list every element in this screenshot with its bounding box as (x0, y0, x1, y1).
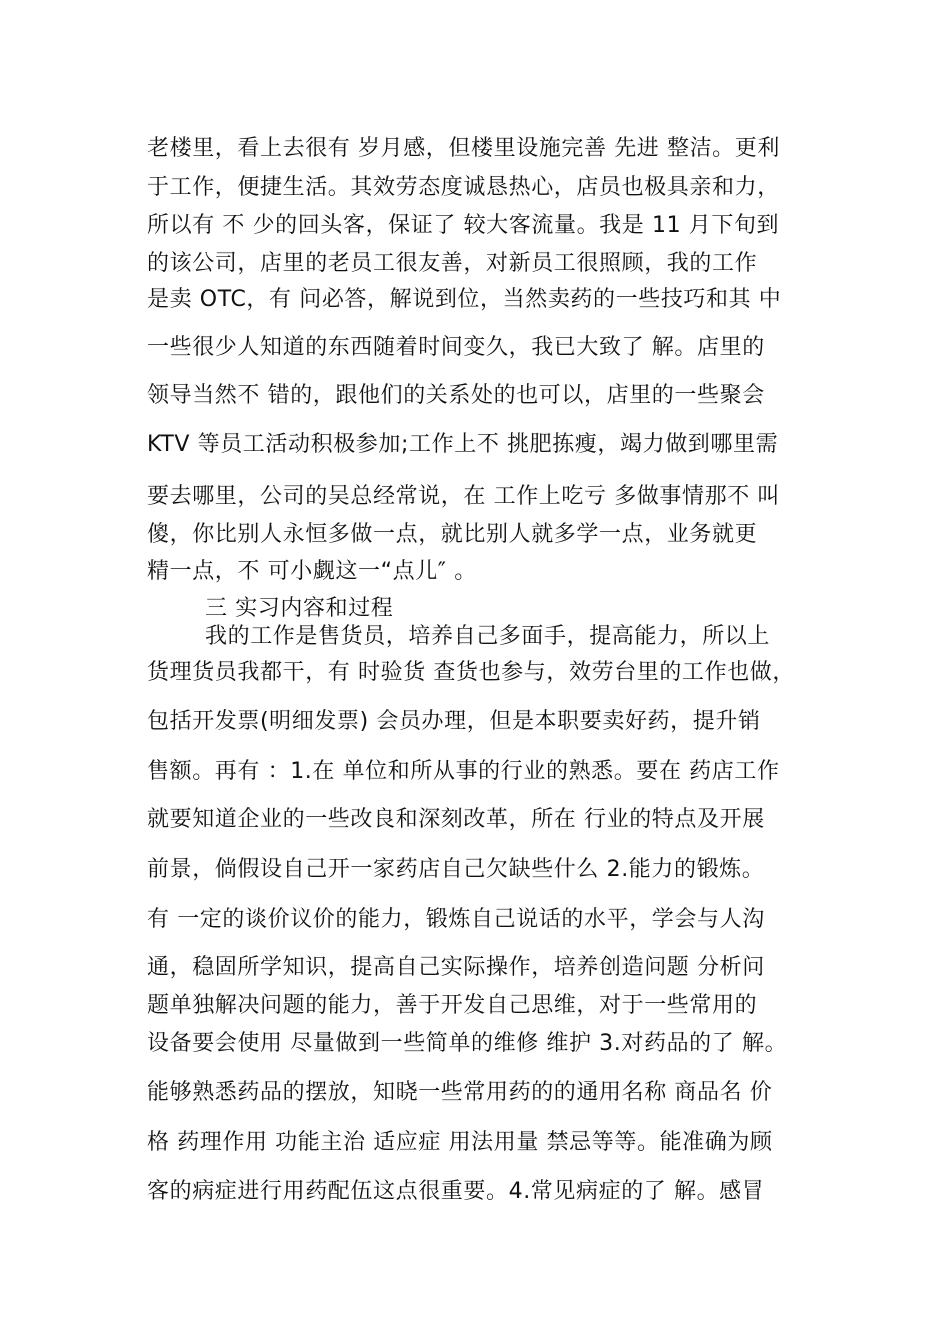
paragraph-line: 货理货员我都干，有 时验货 查货也参与，效劳台里的工作也做， (147, 660, 795, 685)
paragraph-line: 前景，倘假设自己开一家药店自己欠缺些什么 2.能力的锻炼。 (147, 857, 765, 882)
paragraph-line: 我的工作是售货员，培养自己多面手，提高能力，所以上 (205, 624, 771, 649)
paragraph-line: 售额。再有 ：1.在 单位和所从事的行业的熟悉。要在 药店工作 (147, 759, 780, 784)
paragraph-line: 傻，你比别人永恒多做一点，就比别人就多学一点，业务就更 (147, 522, 758, 547)
paragraph-line: 的该公司，店里的老员工很友善，对新员工很照顾，我的工作 (147, 251, 758, 276)
paragraph-line: 一些很少人知道的东西随着时间变久，我已大致了 解。店里的 (147, 335, 765, 360)
paragraph-line: 所以有 不 少的回头客，保证了 较大客流量。我是 11 月下旬到 (147, 213, 780, 238)
paragraph-line: KTV 等员工活动积极参加;工作上不 挑肥拣瘦，竭力做到哪里需 (147, 432, 779, 457)
paragraph-line: 包括开发票(明细发票) 会员办理，但是本职要卖好药，提升销 (147, 709, 761, 734)
paragraph-line: 客的病症进行用药配伍这点很重要。4.常见病症的了 解。感冒 (147, 1179, 765, 1204)
paragraph-line: 精一点，不 可小觑这一“点儿″ 。 (147, 559, 477, 584)
paragraph-line: 格 药理作用 功能主治 适应症 用法用量 禁忌等等。能准确为顾 (147, 1130, 773, 1155)
paragraph-line: 老楼里，看上去很有 岁月感，但楼里设施完善 先进 整洁。更利 (147, 136, 780, 161)
section-heading: 三 实习内容和过程 (205, 596, 394, 621)
paragraph-line: 是卖 OTC，有 问必答，解说到位，当然卖药的一些技巧和其 中 (147, 287, 782, 312)
paragraph-line: 就要知道企业的一些改良和深刻改革，所在 行业的特点及开展 (147, 807, 765, 832)
paragraph-line: 要去哪里，公司的吴总经常说，在 工作上吃亏 多做事情那不 叫 (147, 484, 780, 509)
paragraph-line: 能够熟悉药品的摆放，知晓一些常用药的的通用名称 商品名 价 (147, 1080, 773, 1105)
paragraph-line: 于工作，便捷生活。其效劳态度诚恳热心，店员也极具亲和力， (147, 175, 780, 200)
paragraph-line: 有 一定的谈价议价的能力，锻炼自己说话的水平，学会与人沟 (147, 907, 765, 932)
paragraph-line: 通，稳固所学知识，提高自己实际操作，培养创造问题 分析问 (147, 955, 765, 980)
paragraph-line: 设备要会使用 尽量做到一些简单的维修 维护 3.对药品的了 解。 (147, 1031, 788, 1056)
paragraph-line: 领导当然不 错的，跟他们的关系处的也可以，店里的一些聚会 (147, 383, 765, 408)
paragraph-line: 题单独解决问题的能力，善于开发自己思维，对于一些常用的 (147, 993, 758, 1018)
